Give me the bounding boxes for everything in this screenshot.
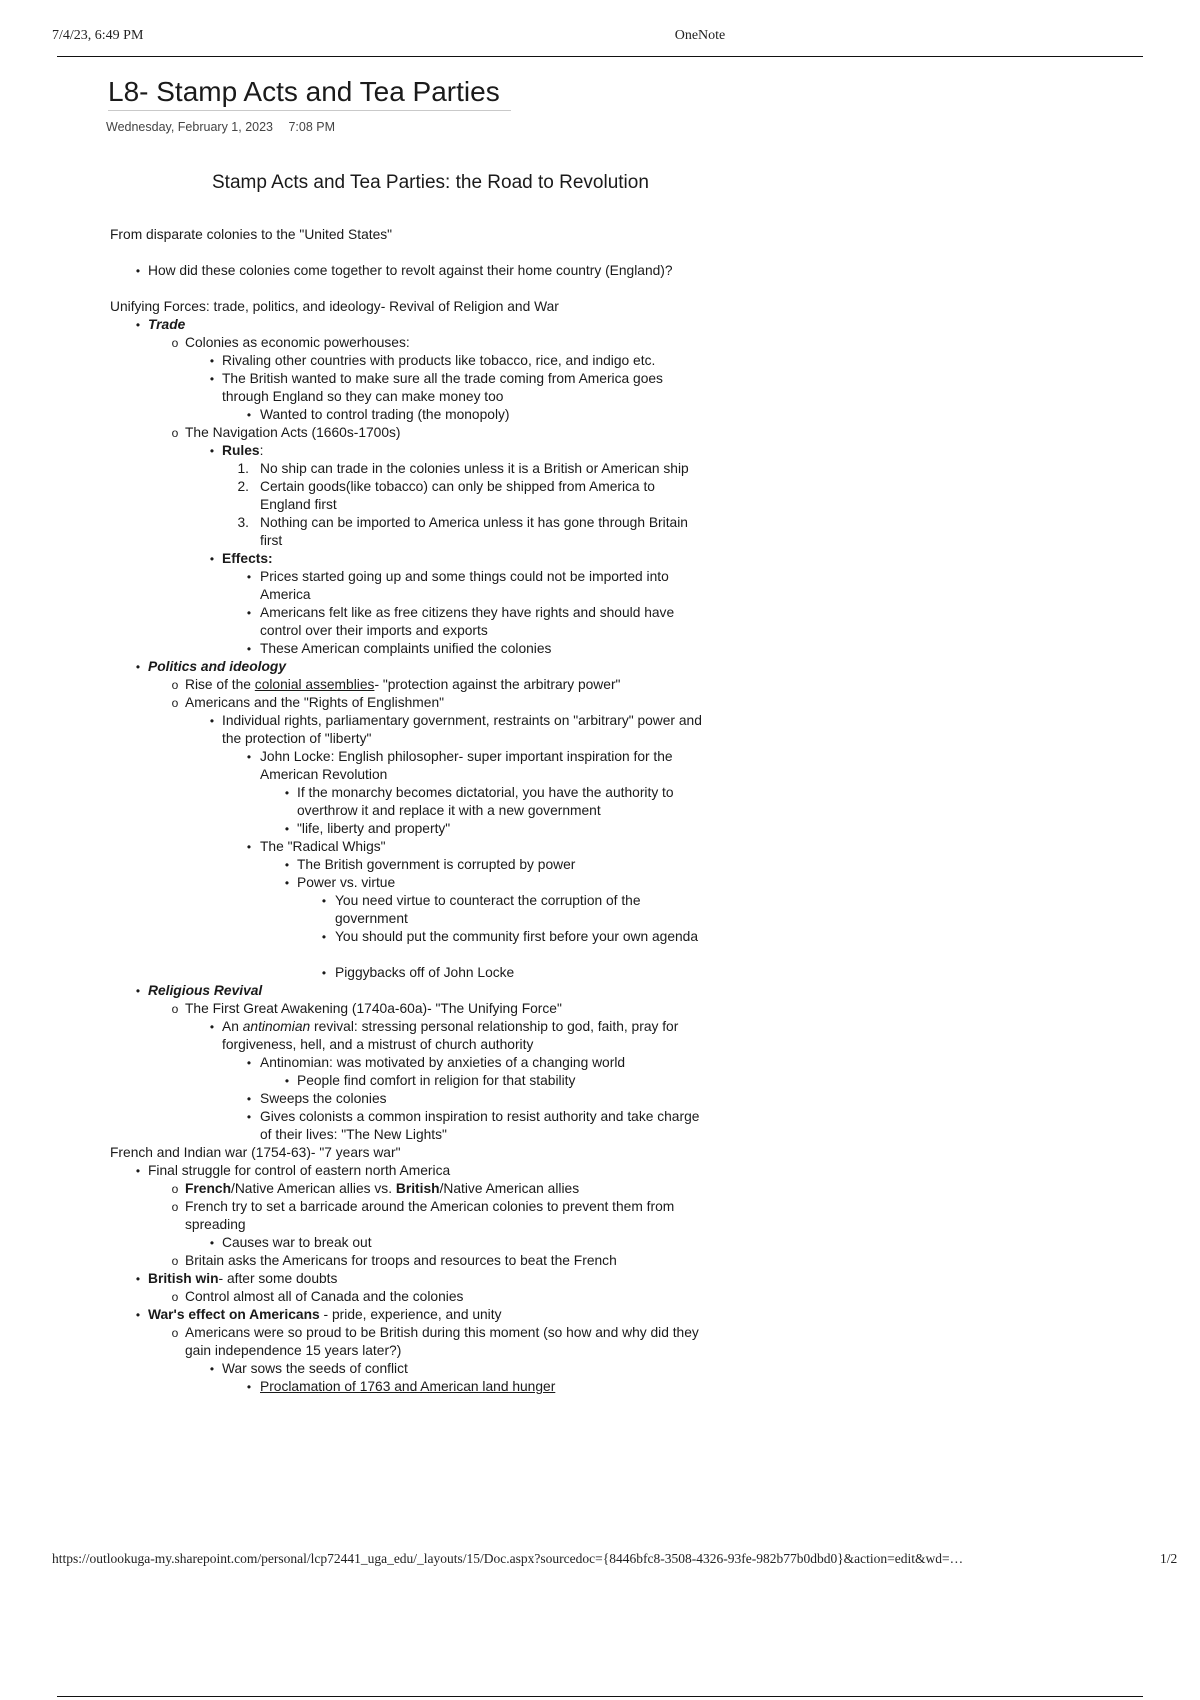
text-run: Control almost all of Canada and the colonies xyxy=(185,1289,464,1304)
outline-text xyxy=(260,1090,1160,1108)
outline-text xyxy=(335,892,705,928)
outline-text xyxy=(297,874,1197,892)
bullet-icon: • xyxy=(209,444,215,458)
text-run: The Navigation Acts (1660s-1700s) xyxy=(185,425,401,440)
bullet-icon: • xyxy=(246,1110,252,1124)
bullet-icon: • xyxy=(284,1074,290,1088)
outline-text xyxy=(260,838,1160,856)
outline-text xyxy=(148,1270,1048,1288)
hollow-bullet-icon: o xyxy=(171,1326,179,1340)
outline-text xyxy=(222,1234,1122,1252)
underlined-text: Proclamation of 1763 and American land hunger xyxy=(260,1379,556,1394)
emphasized-text: Religious Revival xyxy=(148,983,263,998)
text-run: Prices started going up and some things could not be imported into America xyxy=(260,569,669,602)
outline-text xyxy=(260,604,705,640)
hollow-bullet-icon: o xyxy=(171,1200,179,1214)
text-run: /Native American allies xyxy=(439,1181,580,1196)
outline-text xyxy=(110,298,1010,316)
text-run: /Native American allies vs. xyxy=(231,1181,396,1196)
text-run: You need virtue to counteract the corruption of the government xyxy=(335,893,641,926)
text-run: No ship can trade in the colonies unless it is a British or American ship xyxy=(260,461,689,476)
text-run: Gives colonists a common inspiration to resist authority and take charge of their lives: "The New Lights" xyxy=(260,1109,700,1142)
text-run: From disparate colonies to the "United States" xyxy=(110,227,393,242)
page-time: 7:08 PM xyxy=(288,120,336,134)
text-run: People find comfort in religion for that stability xyxy=(297,1073,576,1088)
text-run: Britain asks the Americans for troops and resources to beat the French xyxy=(185,1253,617,1268)
text-run: Wanted to control trading (the monopoly) xyxy=(260,407,510,422)
outline-text xyxy=(148,262,1048,280)
hollow-bullet-icon: o xyxy=(171,1182,179,1196)
list-number: 2. xyxy=(237,479,249,494)
outline-text xyxy=(148,1162,1048,1180)
outline-text xyxy=(297,1072,1197,1090)
list-number: 3. xyxy=(237,515,249,530)
outline-text xyxy=(222,352,1122,370)
outline-text xyxy=(222,550,1122,568)
text-run: - "protection against the arbitrary power" xyxy=(374,677,621,692)
outline-text xyxy=(185,334,1085,352)
outline-text xyxy=(260,460,1160,478)
outline-text xyxy=(148,316,1048,334)
print-footer-url: https://outlookuga-my.sharepoint.com/personal/lcp72441_uga_edu/_layouts/15/Doc.aspx?sourcedoc={8446bfc8-3508-4326-93fe-982b77b0dbd0}&action=edit&wd=… xyxy=(52,1551,964,1566)
outline-text xyxy=(297,820,1197,838)
bullet-icon: • xyxy=(284,858,290,872)
bullet-icon: • xyxy=(246,1092,252,1106)
outline-text xyxy=(260,640,1160,658)
text-run: Rise of the xyxy=(185,677,255,692)
bullet-icon: • xyxy=(321,966,327,980)
outline-text xyxy=(260,1378,1160,1396)
outline-text xyxy=(260,568,705,604)
note-heading[interactable]: Stamp Acts and Tea Parties: the Road to Revolution xyxy=(212,172,649,193)
bullet-icon: • xyxy=(284,822,290,836)
bullet-icon: • xyxy=(209,354,215,368)
text-run: John Locke: English philosopher- super important inspiration for the American Revolution xyxy=(260,749,673,782)
text-run: An xyxy=(222,1019,243,1034)
text-run: Sweeps the colonies xyxy=(260,1091,387,1106)
bullet-icon: • xyxy=(209,1236,215,1250)
outline-text xyxy=(185,676,1085,694)
bullet-icon: • xyxy=(209,714,215,728)
text-run: revival: stressing personal relationship to god, faith, pray for forgiveness, hell, and a mistrust of church authority xyxy=(222,1019,679,1052)
emphasized-text: British win xyxy=(148,1271,219,1286)
bullet-icon: • xyxy=(246,642,252,656)
hollow-bullet-icon: o xyxy=(171,336,179,350)
emphasized-text: Rules xyxy=(222,443,260,458)
hollow-bullet-icon: o xyxy=(171,678,179,692)
outline-text xyxy=(185,1324,705,1360)
text-run: The First Great Awakening (1740a-60a)- "The Unifying Force" xyxy=(185,1001,562,1016)
text-run: Final struggle for control of eastern north America xyxy=(148,1163,451,1178)
bullet-icon: • xyxy=(246,750,252,764)
bullet-icon: • xyxy=(321,894,327,908)
hollow-bullet-icon: o xyxy=(171,1290,179,1304)
outline-text xyxy=(260,1108,705,1144)
bullet-icon: • xyxy=(135,318,141,332)
outline-text xyxy=(110,1144,1010,1162)
footer-rule xyxy=(57,1696,1143,1697)
outline-text xyxy=(222,1018,705,1054)
outline-text xyxy=(222,442,1122,460)
outline-text xyxy=(297,856,1197,874)
outline-text xyxy=(297,784,705,820)
outline-text xyxy=(260,514,705,550)
text-run: The British wanted to make sure all the trade coming from America goes through England so they can make money too xyxy=(222,371,663,404)
outline-text xyxy=(260,748,705,784)
bullet-icon: • xyxy=(135,984,141,998)
text-run: Americans were so proud to be British during this moment (so how and why did they gain independence 15 years later?) xyxy=(185,1325,699,1358)
text-run: These American complaints unified the colonies xyxy=(260,641,552,656)
text-run: Power vs. virtue xyxy=(297,875,396,890)
bullet-icon: • xyxy=(246,840,252,854)
outline-text xyxy=(260,478,705,514)
print-header-datetime: 7/4/23, 6:49 PM xyxy=(52,28,144,43)
bullet-icon: • xyxy=(209,1020,215,1034)
emphasized-text: Effects: xyxy=(222,551,273,566)
text-run: French try to set a barricade around the American colonies to prevent them from spreading xyxy=(185,1199,675,1232)
bullet-icon: • xyxy=(284,786,290,800)
print-header-app-name: OneNote xyxy=(674,28,726,43)
outline-text xyxy=(335,964,1200,982)
text-run: Colonies as economic powerhouses: xyxy=(185,335,410,350)
bullet-icon: • xyxy=(246,408,252,422)
page-date: Wednesday, February 1, 2023 xyxy=(106,120,273,134)
text-run: Antinomian: was motivated by anxieties of a changing world xyxy=(260,1055,626,1070)
bullet-icon: • xyxy=(321,930,327,944)
outline-text xyxy=(185,694,1085,712)
text-run: Nothing can be imported to America unless it has gone through Britain first xyxy=(260,515,688,548)
emphasized-text: antinomian xyxy=(242,1019,311,1034)
outline-text xyxy=(185,424,1085,442)
text-run: The British government is corrupted by power xyxy=(297,857,576,872)
bullet-icon: • xyxy=(135,1272,141,1286)
text-run: - after some doubts xyxy=(218,1271,338,1286)
text-run: Certain goods(like tobacco) can only be shipped from America to England first xyxy=(260,479,655,512)
text-run: Rivaling other countries with products like tobacco, rice, and indigo etc. xyxy=(222,353,656,368)
text-run: How did these colonies come together to revolt against their home country (England)? xyxy=(148,263,673,278)
outline-text xyxy=(148,1306,1048,1324)
text-run: Causes war to break out xyxy=(222,1235,372,1250)
text-run: War sows the seeds of conflict xyxy=(222,1361,408,1376)
hollow-bullet-icon: o xyxy=(171,1002,179,1016)
bullet-icon: • xyxy=(135,1164,141,1178)
text-run: Individual rights, parliamentary government, restraints on "arbitrary" power and the protection of "liberty" xyxy=(222,713,702,746)
outline-text xyxy=(335,928,705,946)
text-run: "life, liberty and property" xyxy=(297,821,451,836)
text-run: Americans and the "Rights of Englishmen" xyxy=(185,695,445,710)
text-run: If the monarchy becomes dictatorial, you have the authority to overthrow it and replace it with a new government xyxy=(297,785,674,818)
outline-text xyxy=(185,1288,1085,1306)
bullet-icon: • xyxy=(209,552,215,566)
outline-text xyxy=(148,658,1048,676)
text-run: The "Radical Whigs" xyxy=(260,839,386,854)
emphasized-text: Politics and ideology xyxy=(148,659,286,674)
bullet-icon: • xyxy=(246,1380,252,1394)
outline-text xyxy=(185,1198,705,1234)
text-run: You should put the community first before your own agenda xyxy=(335,929,699,944)
outline-text xyxy=(185,1000,1085,1018)
text-run: - pride, experience, and unity xyxy=(319,1307,502,1322)
outline-text xyxy=(185,1180,1085,1198)
text-run: Unifying Forces: trade, politics, and ideology- Revival of Religion and War xyxy=(110,299,559,314)
outline-text xyxy=(222,1360,1122,1378)
print-footer-page-number: 1/2 xyxy=(1160,1551,1178,1566)
list-number: 1. xyxy=(237,461,249,476)
text-run: : xyxy=(259,443,264,458)
bullet-icon: • xyxy=(209,372,215,386)
bullet-icon: • xyxy=(135,264,141,278)
text-run: French and Indian war (1754-63)- "7 years war" xyxy=(110,1145,401,1160)
emphasized-text: Trade xyxy=(148,317,186,332)
hollow-bullet-icon: o xyxy=(171,696,179,710)
bullet-icon: • xyxy=(135,1308,141,1322)
bullet-icon: • xyxy=(246,1056,252,1070)
bullet-icon: • xyxy=(246,606,252,620)
header-rule xyxy=(57,56,1143,57)
bullet-icon: • xyxy=(135,660,141,674)
bullet-icon: • xyxy=(209,1362,215,1376)
emphasized-text: British xyxy=(395,1181,440,1196)
outline-text xyxy=(260,406,1160,424)
outline-text xyxy=(222,370,705,406)
emphasized-text: French xyxy=(185,1181,231,1196)
emphasized-text: War's effect on Americans xyxy=(148,1307,320,1322)
hollow-bullet-icon: o xyxy=(171,426,179,440)
bullet-icon: • xyxy=(246,570,252,584)
outline-text xyxy=(185,1252,1085,1270)
underlined-text: colonial assemblies xyxy=(254,677,375,692)
outline-text xyxy=(148,982,1048,1000)
outline-text xyxy=(260,1054,1160,1072)
outline-text xyxy=(222,712,705,748)
hollow-bullet-icon: o xyxy=(171,1254,179,1268)
page-datetime xyxy=(106,120,335,134)
page-title[interactable]: L8- Stamp Acts and Tea Parties xyxy=(108,76,511,111)
outline-text xyxy=(110,226,1010,244)
text-run: Piggybacks off of John Locke xyxy=(335,965,515,980)
bullet-icon: • xyxy=(284,876,290,890)
text-run: Americans felt like as free citizens they have rights and should have control over their imports and exports xyxy=(260,605,675,638)
